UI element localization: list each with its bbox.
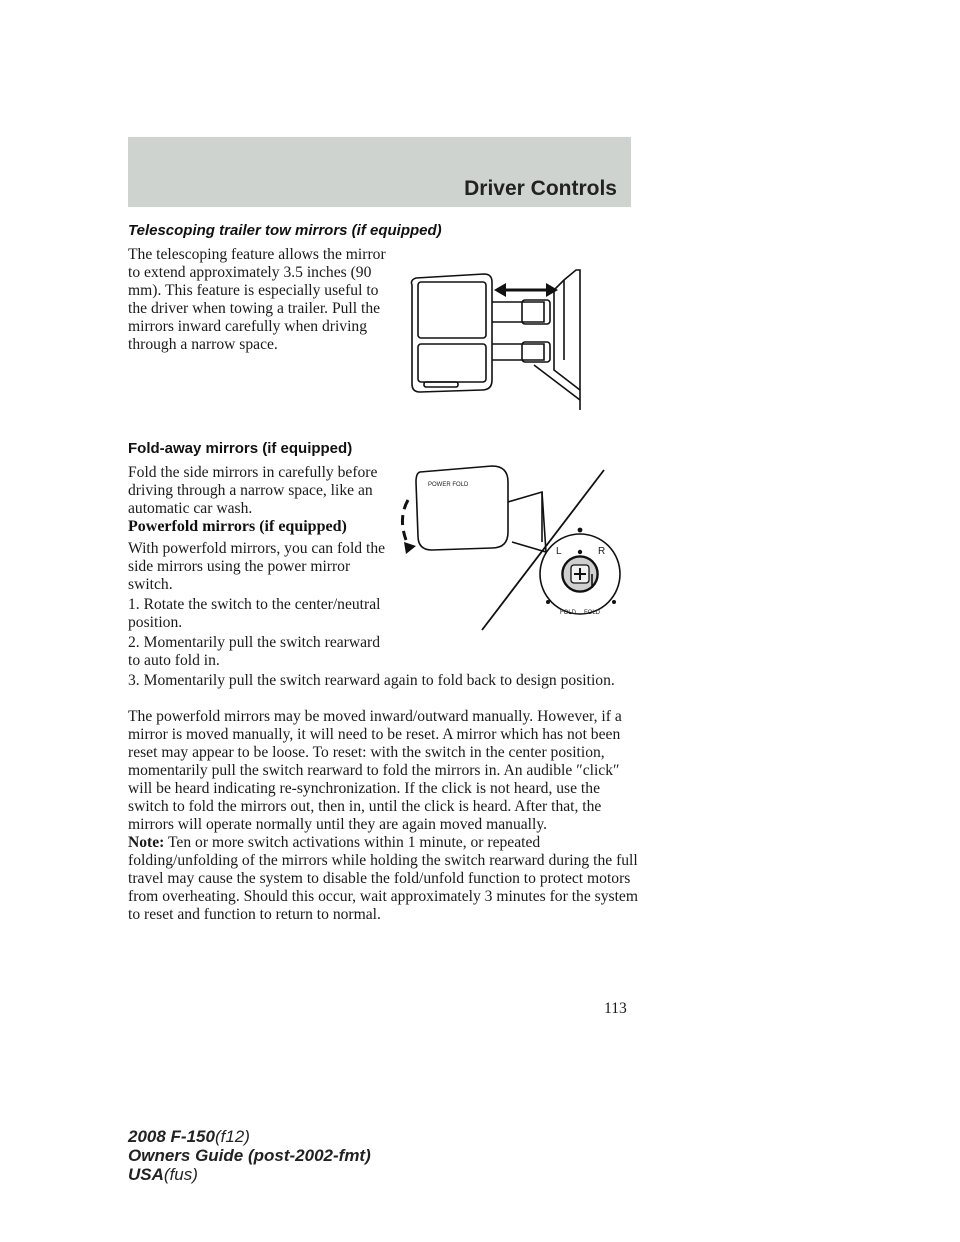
footer-line-2	[128, 1146, 371, 1165]
page-number: 113	[604, 1000, 627, 1017]
powerfold-mirror-illustration	[392, 462, 642, 632]
footer-market: USA	[128, 1165, 164, 1184]
note-label: Note:	[128, 834, 165, 851]
telescoping-body: The telescoping feature allows the mirror to extend approximately 3.5 inches (90 mm). This feature is especially useful to the driver when towing a trailer. Pull the mirrors inward carefully when driving through a narrow space.	[128, 246, 386, 353]
switch-left-label: L	[556, 546, 562, 557]
footer-model-code: (f12)	[214, 1127, 250, 1146]
header-bar	[128, 137, 631, 207]
powerfold-step-3: 3. Momentarily pull the switch rearward again to fold back to design position.	[128, 672, 615, 689]
powerfold-step-2: 2. Momentarily pull the switch rearward to auto fold in.	[128, 634, 381, 669]
footer	[128, 1127, 371, 1184]
powerfold-note	[128, 834, 638, 924]
section-title: Driver Controls	[464, 177, 617, 200]
telescoping-mirror-illustration	[404, 250, 594, 410]
note-text: Ten or more switch activations within 1 minute, or repeated folding/unfolding of the mirrors while holding the switch rearward during the full travel may cause the system to disable the fold/unfold function to protect motors from overheating. Should this occur, wait approximately 3 minutes for the system to reset and function to return to normal.	[128, 834, 638, 923]
switch-fold-left-label: FOLD	[560, 610, 577, 616]
powerfold-reset-paragraph: The powerfold mirrors may be moved inward/outward manually. However, if a mirror is moved manually, it will need to be reset. A mirror which has not been reset may appear to be loose. To reset: with the switch in the center position, momentarily pull the switch rearward to fold the mirrors in. An audible ″click″ will be heard indicating re-synchronization. If the click is not heard, use the switch to fold the mirrors out, then in, until the click is heard. After that, the mirrors will operate normally until they are again moved manually.	[128, 708, 622, 833]
footer-line-3	[128, 1165, 371, 1184]
powerfold-heading: Powerfold mirrors (if equipped)	[128, 518, 347, 535]
footer-guide: Owners Guide (post-2002-fmt)	[128, 1146, 371, 1165]
telescoping-heading: Telescoping trailer tow mirrors (if equipped)	[128, 222, 442, 239]
switch-right-label: R	[598, 546, 606, 557]
powerfold-intro: With powerfold mirrors, you can fold the side mirrors using the power mirror switch.	[128, 540, 386, 593]
switch-fold-right-label: FOLD	[584, 610, 601, 616]
mirror-label: POWER FOLD	[428, 482, 469, 488]
footer-market-code: (fus)	[163, 1165, 198, 1184]
footer-line-1	[128, 1127, 371, 1146]
footer-model: 2008 F-150	[128, 1127, 215, 1146]
foldaway-body: Fold the side mirrors in carefully before driving through a narrow space, like an automatic car wash.	[128, 464, 378, 517]
foldaway-heading: Fold-away mirrors (if equipped)	[128, 440, 353, 457]
powerfold-step-1: 1. Rotate the switch to the center/neutral position.	[128, 596, 381, 631]
